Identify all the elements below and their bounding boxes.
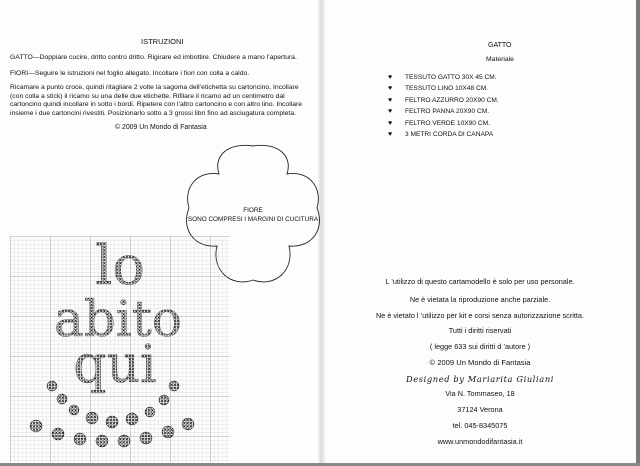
right-copyright: © 2009 Un Mondo di Fantasia (429, 358, 531, 367)
list-item (388, 118, 499, 129)
heart-icon: ♥ (388, 119, 393, 127)
notice-personal-use: L ’utilizzo di questo cartamodello è solo per uso personale. (385, 277, 575, 286)
scan-edge-right (636, 0, 640, 466)
list-item (388, 106, 499, 117)
address-street: Via N. Tommaseo, 18 (445, 389, 515, 398)
notice-rights: Tutti i diritti riservati (448, 326, 512, 335)
left-copyright: © 2009 Un Mondo di Fantasia (115, 124, 207, 131)
chart-word-abito: abito (53, 290, 183, 348)
list-item (388, 95, 499, 106)
address-website[interactable]: www.unmondodifantasia.it (437, 437, 523, 446)
instructions-flowers: FIORI—Seguire le istruzioni nel foglio allegato. Incollare i fiori con colla a caldo. (10, 70, 250, 77)
heart-icon: ♥ (388, 74, 393, 81)
chart-word-qui: qui (73, 335, 157, 395)
instructions-cat: GATTO—Doppiare cucire, dritto contro dritto. Rigirare ed imbottire. Chiudere a mano l’apertura. (10, 54, 297, 61)
material-text: FELTRO PANNA 20X90 CM. (405, 108, 490, 116)
list-item (388, 129, 499, 140)
heart-icon: ♥ (388, 85, 393, 93)
address-phone: tel. 045-8345075 (452, 421, 508, 430)
address-city: 37124 Verona (457, 405, 503, 414)
material-text: FELTRO VERDE 10X90 CM. (405, 119, 490, 127)
material-text: FELTRO AZZURRO 20X90 CM. (405, 96, 499, 104)
list-item (388, 83, 499, 94)
materials-list (388, 72, 499, 140)
notice-reproduction: Ne è vietata la riproduzione anche parziale. (409, 295, 551, 304)
designer-signature: Designed by Mariarita Giuliani (405, 374, 555, 384)
heart-icon: ♥ (388, 96, 393, 104)
notice-law: ( legge 633 sui diritti d ’autore ) (429, 342, 531, 351)
instructions-title: ISTRUZIONI (141, 37, 184, 46)
notice-kits: Ne è vietato l ’utilizzo per kit e corsi senza autorizzazione scritta. (375, 311, 585, 320)
material-text: 3 METRI CORDA DI CANAPA (405, 130, 494, 138)
heart-icon: ♥ (388, 108, 393, 116)
materials-heading: Materiale (486, 56, 514, 63)
flower-label (183, 207, 323, 224)
chart-word-lo: lo (95, 236, 145, 297)
product-title: GATTO (488, 42, 512, 49)
heart-icon: ♥ (388, 130, 393, 138)
material-text: TESSUTO LINO 10X48 CM. (405, 85, 489, 93)
flower-title: FIORE (243, 207, 263, 214)
cross-stitch-chart (10, 236, 230, 462)
list-item (388, 72, 499, 83)
instructions-embroidery: Ricamare a punto croce, quindi ritagliare 2 volte la sagoma dell’etichetta su cartoncino. Incollare (con colla a stick) il ricamo su una delle due etichette. Rifilare il ricamo ad un centimetro dal cartoncino quindi incollare in sotto i bordi. Ripetere con l’altro cartoncino e con altro lino. Incollare insieme i due cartoncini rivestiti. Posizionarlo sotto a 3 grossi libri fino ad asciugatura completa. (10, 84, 303, 117)
material-text: TESSUTO GATTO 30X 45 CM. (405, 74, 497, 81)
flower-note: SONO COMPRESI I MARGINI DI CUCITURA (187, 215, 319, 223)
